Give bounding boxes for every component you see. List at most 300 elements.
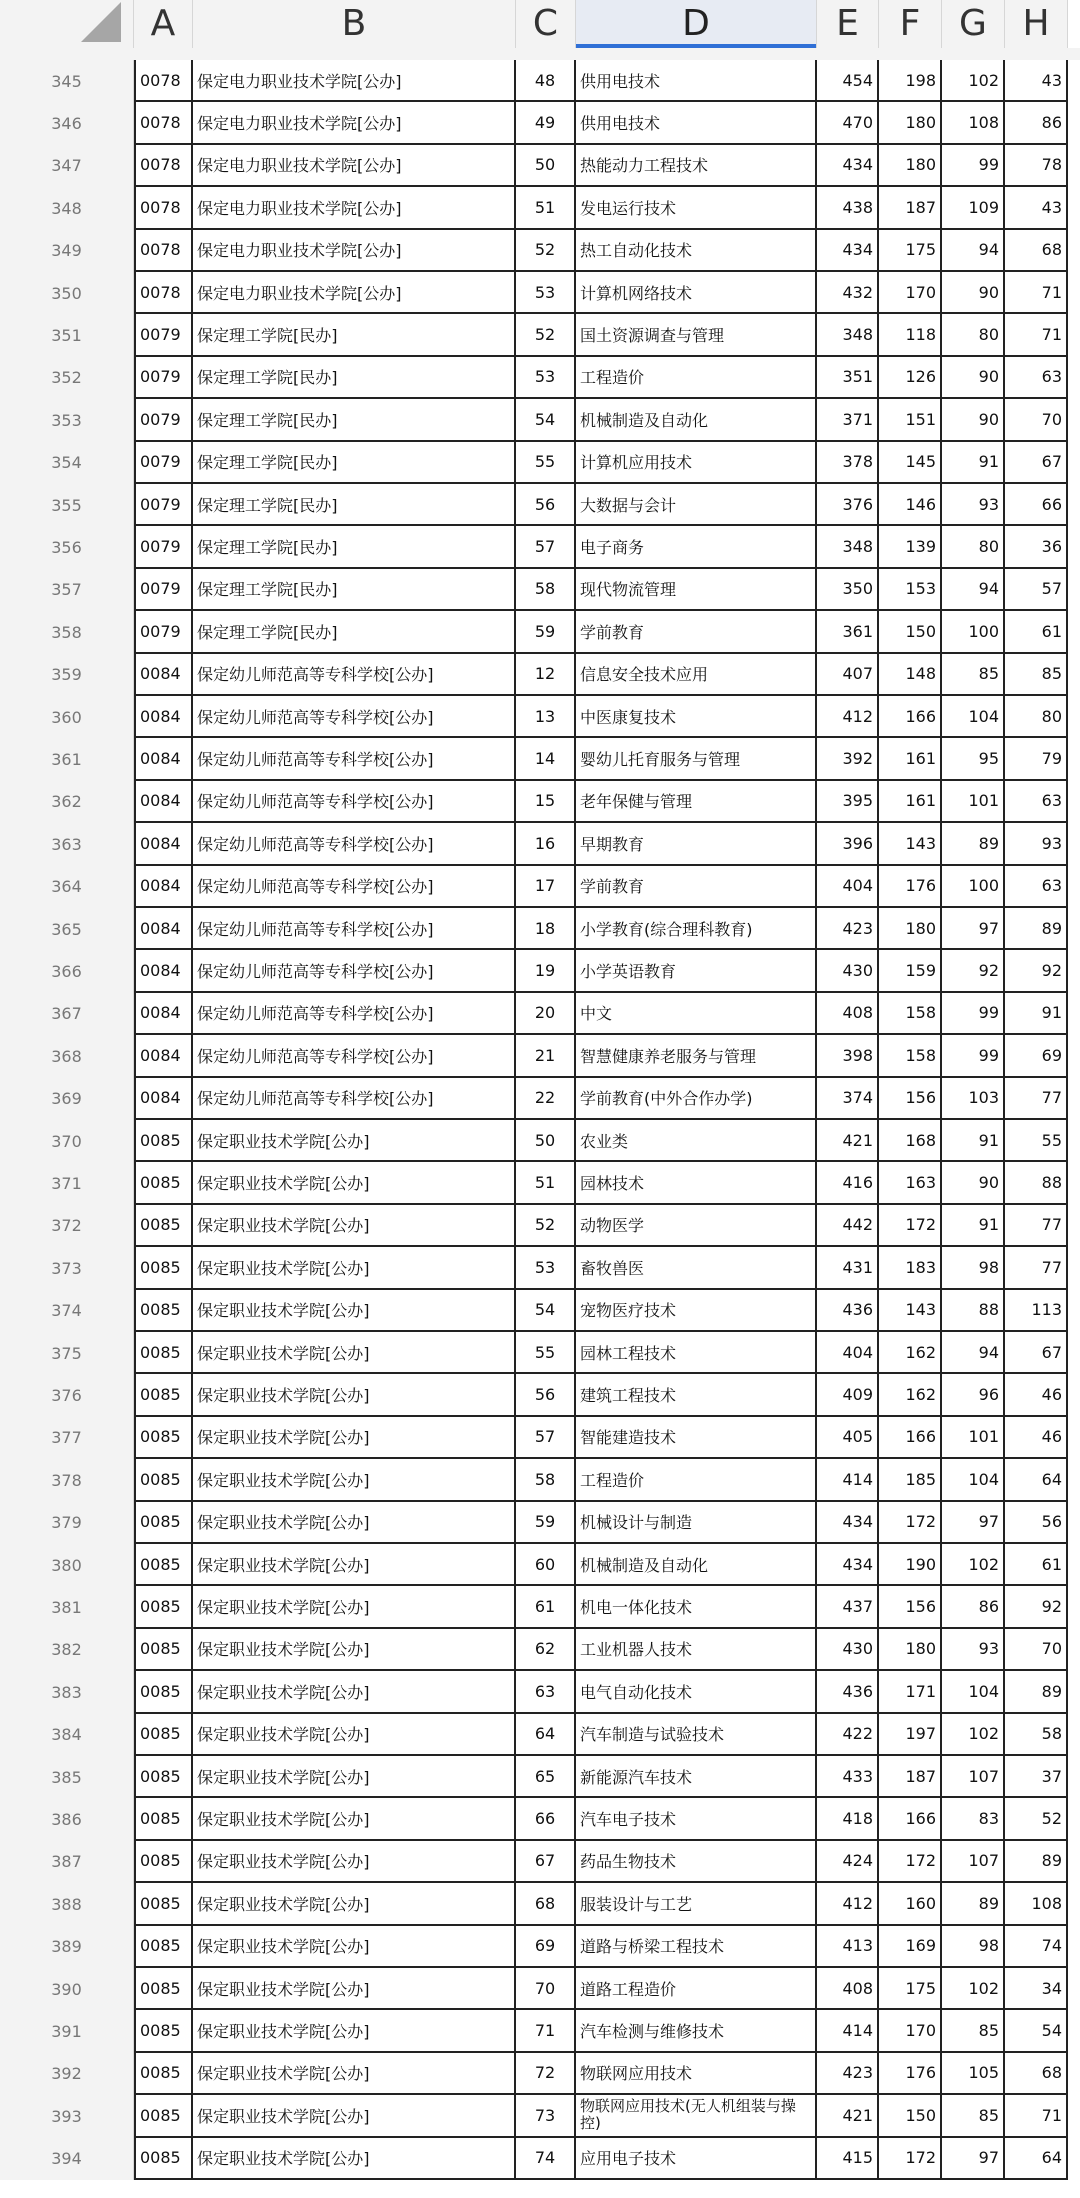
cell-d[interactable]: 建筑工程技术 bbox=[576, 1374, 817, 1416]
cell-h[interactable]: 63 bbox=[1005, 866, 1068, 908]
cell-h[interactable]: 64 bbox=[1005, 1459, 1068, 1501]
cell-c[interactable]: 58 bbox=[516, 569, 576, 611]
select-all-triangle-icon[interactable] bbox=[81, 2, 121, 42]
cell-h[interactable]: 61 bbox=[1005, 611, 1068, 653]
cell-d[interactable]: 物联网应用技术(无人机组装与操控) bbox=[576, 2095, 817, 2137]
cell-d[interactable]: 信息安全技术应用 bbox=[576, 654, 817, 696]
cell-h[interactable]: 68 bbox=[1005, 2053, 1068, 2095]
cell-f[interactable]: 171 bbox=[879, 1671, 942, 1713]
cell-d[interactable]: 中医康复技术 bbox=[576, 696, 817, 738]
row-number[interactable]: 386 bbox=[0, 1798, 134, 1840]
cell-f[interactable]: 168 bbox=[879, 1120, 942, 1162]
cell-c[interactable]: 63 bbox=[516, 1671, 576, 1713]
cell-h[interactable]: 57 bbox=[1005, 569, 1068, 611]
cell-e[interactable]: 392 bbox=[817, 738, 879, 780]
row-number[interactable]: 374 bbox=[0, 1290, 134, 1332]
cell-c[interactable]: 57 bbox=[516, 526, 576, 568]
cell-e[interactable]: 431 bbox=[817, 1247, 879, 1289]
cell-h[interactable]: 46 bbox=[1005, 1374, 1068, 1416]
row-number[interactable]: 346 bbox=[0, 102, 134, 144]
cell-g[interactable]: 85 bbox=[942, 654, 1005, 696]
cell-b[interactable]: 保定幼儿师范高等专科学校[公办] bbox=[193, 1078, 516, 1120]
cell-c[interactable]: 56 bbox=[516, 1374, 576, 1416]
cell-c[interactable]: 22 bbox=[516, 1078, 576, 1120]
cell-e[interactable]: 434 bbox=[817, 1502, 879, 1544]
cell-d[interactable]: 园林工程技术 bbox=[576, 1332, 817, 1374]
cell-h[interactable]: 71 bbox=[1005, 272, 1068, 314]
cell-a[interactable]: 0079 bbox=[134, 484, 193, 526]
cell-d[interactable]: 道路与桥梁工程技术 bbox=[576, 1926, 817, 1968]
cell-c[interactable]: 67 bbox=[516, 1841, 576, 1883]
cell-g[interactable]: 80 bbox=[942, 314, 1005, 356]
cell-e[interactable]: 438 bbox=[817, 187, 879, 229]
cell-d[interactable]: 宠物医疗技术 bbox=[576, 1290, 817, 1332]
cell-h[interactable]: 61 bbox=[1005, 1544, 1068, 1586]
cell-a[interactable]: 0084 bbox=[134, 654, 193, 696]
cell-e[interactable]: 414 bbox=[817, 1459, 879, 1501]
select-all-corner[interactable] bbox=[0, 0, 134, 48]
cell-f[interactable]: 172 bbox=[879, 1841, 942, 1883]
cell-b[interactable]: 保定职业技术学院[公办] bbox=[193, 1968, 516, 2010]
row-number[interactable]: 356 bbox=[0, 526, 134, 568]
cell-b[interactable]: 保定幼儿师范高等专科学校[公办] bbox=[193, 781, 516, 823]
cell-h[interactable]: 56 bbox=[1005, 1502, 1068, 1544]
cell-e[interactable]: 348 bbox=[817, 314, 879, 356]
cell-e[interactable]: 350 bbox=[817, 569, 879, 611]
cell-b[interactable]: 保定职业技术学院[公办] bbox=[193, 1332, 516, 1374]
row-number[interactable]: 389 bbox=[0, 1926, 134, 1968]
cell-h[interactable]: 89 bbox=[1005, 1671, 1068, 1713]
cell-c[interactable]: 59 bbox=[516, 611, 576, 653]
cell-b[interactable]: 保定职业技术学院[公办] bbox=[193, 1120, 516, 1162]
cell-f[interactable]: 170 bbox=[879, 272, 942, 314]
cell-f[interactable]: 180 bbox=[879, 145, 942, 187]
cell-c[interactable]: 16 bbox=[516, 823, 576, 865]
cell-g[interactable]: 89 bbox=[942, 823, 1005, 865]
cell-e[interactable]: 423 bbox=[817, 908, 879, 950]
row-number[interactable]: 345 bbox=[0, 60, 134, 102]
cell-a[interactable]: 0085 bbox=[134, 1290, 193, 1332]
cell-f[interactable]: 150 bbox=[879, 2095, 942, 2137]
row-number[interactable]: 352 bbox=[0, 357, 134, 399]
cell-f[interactable]: 183 bbox=[879, 1247, 942, 1289]
column-header-f[interactable]: F bbox=[879, 0, 942, 48]
cell-d[interactable]: 畜牧兽医 bbox=[576, 1247, 817, 1289]
cell-f[interactable]: 156 bbox=[879, 1078, 942, 1120]
row-number[interactable]: 366 bbox=[0, 950, 134, 992]
cell-e[interactable]: 433 bbox=[817, 1756, 879, 1798]
cell-f[interactable]: 187 bbox=[879, 187, 942, 229]
cell-c[interactable]: 17 bbox=[516, 866, 576, 908]
column-header-h[interactable]: H bbox=[1005, 0, 1068, 48]
cell-c[interactable]: 51 bbox=[516, 1162, 576, 1204]
row-number[interactable]: 378 bbox=[0, 1459, 134, 1501]
cell-h[interactable]: 55 bbox=[1005, 1120, 1068, 1162]
cell-a[interactable]: 0079 bbox=[134, 357, 193, 399]
cell-g[interactable]: 97 bbox=[942, 908, 1005, 950]
cell-e[interactable]: 437 bbox=[817, 1586, 879, 1628]
cell-d[interactable]: 热能动力工程技术 bbox=[576, 145, 817, 187]
cell-g[interactable]: 101 bbox=[942, 781, 1005, 823]
cell-b[interactable]: 保定理工学院[民办] bbox=[193, 314, 516, 356]
cell-b[interactable]: 保定理工学院[民办] bbox=[193, 357, 516, 399]
cell-f[interactable]: 169 bbox=[879, 1926, 942, 1968]
cell-d[interactable]: 工程造价 bbox=[576, 1459, 817, 1501]
row-number[interactable]: 375 bbox=[0, 1332, 134, 1374]
cell-c[interactable]: 15 bbox=[516, 781, 576, 823]
cell-b[interactable]: 保定电力职业技术学院[公办] bbox=[193, 102, 516, 144]
cell-f[interactable]: 170 bbox=[879, 2010, 942, 2052]
cell-f[interactable]: 180 bbox=[879, 908, 942, 950]
cell-b[interactable]: 保定职业技术学院[公办] bbox=[193, 2010, 516, 2052]
cell-d[interactable]: 电气自动化技术 bbox=[576, 1671, 817, 1713]
cell-h[interactable]: 70 bbox=[1005, 1629, 1068, 1671]
cell-a[interactable]: 0079 bbox=[134, 442, 193, 484]
cell-b[interactable]: 保定理工学院[民办] bbox=[193, 442, 516, 484]
cell-e[interactable]: 470 bbox=[817, 102, 879, 144]
cell-h[interactable]: 58 bbox=[1005, 1714, 1068, 1756]
cell-g[interactable]: 102 bbox=[942, 1968, 1005, 2010]
cell-c[interactable]: 57 bbox=[516, 1417, 576, 1459]
cell-b[interactable]: 保定幼儿师范高等专科学校[公办] bbox=[193, 866, 516, 908]
cell-g[interactable]: 93 bbox=[942, 1629, 1005, 1671]
cell-g[interactable]: 100 bbox=[942, 866, 1005, 908]
cell-e[interactable]: 376 bbox=[817, 484, 879, 526]
cell-d[interactable]: 应用电子技术 bbox=[576, 2138, 817, 2180]
cell-d[interactable]: 国土资源调查与管理 bbox=[576, 314, 817, 356]
cell-a[interactable]: 0085 bbox=[134, 2095, 193, 2137]
cell-h[interactable]: 70 bbox=[1005, 399, 1068, 441]
cell-a[interactable]: 0085 bbox=[134, 1968, 193, 2010]
cell-e[interactable]: 424 bbox=[817, 1841, 879, 1883]
cell-g[interactable]: 102 bbox=[942, 60, 1005, 102]
cell-h[interactable]: 69 bbox=[1005, 1035, 1068, 1077]
cell-g[interactable]: 109 bbox=[942, 187, 1005, 229]
row-number[interactable]: 394 bbox=[0, 2138, 134, 2180]
row-number[interactable]: 357 bbox=[0, 569, 134, 611]
cell-g[interactable]: 88 bbox=[942, 1290, 1005, 1332]
cell-a[interactable]: 0085 bbox=[134, 1332, 193, 1374]
row-number[interactable]: 368 bbox=[0, 1035, 134, 1077]
cell-b[interactable]: 保定职业技术学院[公办] bbox=[193, 1841, 516, 1883]
cell-b[interactable]: 保定职业技术学院[公办] bbox=[193, 1586, 516, 1628]
row-number[interactable]: 376 bbox=[0, 1374, 134, 1416]
cell-e[interactable]: 348 bbox=[817, 526, 879, 568]
cell-b[interactable]: 保定幼儿师范高等专科学校[公办] bbox=[193, 993, 516, 1035]
cell-c[interactable]: 50 bbox=[516, 1120, 576, 1162]
cell-b[interactable]: 保定职业技术学院[公办] bbox=[193, 1290, 516, 1332]
cell-f[interactable]: 163 bbox=[879, 1162, 942, 1204]
cell-e[interactable]: 416 bbox=[817, 1162, 879, 1204]
cell-c[interactable]: 59 bbox=[516, 1502, 576, 1544]
cell-b[interactable]: 保定职业技术学院[公办] bbox=[193, 1756, 516, 1798]
row-number[interactable]: 360 bbox=[0, 696, 134, 738]
row-number[interactable]: 354 bbox=[0, 442, 134, 484]
cell-f[interactable]: 159 bbox=[879, 950, 942, 992]
cell-c[interactable]: 54 bbox=[516, 399, 576, 441]
cell-h[interactable]: 67 bbox=[1005, 442, 1068, 484]
cell-g[interactable]: 104 bbox=[942, 1671, 1005, 1713]
cell-g[interactable]: 91 bbox=[942, 1120, 1005, 1162]
cell-g[interactable]: 97 bbox=[942, 2138, 1005, 2180]
row-number[interactable]: 393 bbox=[0, 2095, 134, 2137]
row-number[interactable]: 365 bbox=[0, 908, 134, 950]
cell-c[interactable]: 48 bbox=[516, 60, 576, 102]
cell-c[interactable]: 60 bbox=[516, 1544, 576, 1586]
cell-f[interactable]: 145 bbox=[879, 442, 942, 484]
cell-h[interactable]: 85 bbox=[1005, 654, 1068, 696]
cell-e[interactable]: 405 bbox=[817, 1417, 879, 1459]
cell-a[interactable]: 0084 bbox=[134, 950, 193, 992]
cell-c[interactable]: 51 bbox=[516, 187, 576, 229]
cell-a[interactable]: 0078 bbox=[134, 272, 193, 314]
cell-c[interactable]: 68 bbox=[516, 1883, 576, 1925]
cell-h[interactable]: 34 bbox=[1005, 1968, 1068, 2010]
cell-e[interactable]: 421 bbox=[817, 1120, 879, 1162]
cell-g[interactable]: 83 bbox=[942, 1798, 1005, 1840]
cell-g[interactable]: 104 bbox=[942, 696, 1005, 738]
cell-f[interactable]: 162 bbox=[879, 1332, 942, 1374]
cell-f[interactable]: 161 bbox=[879, 738, 942, 780]
cell-b[interactable]: 保定职业技术学院[公办] bbox=[193, 1374, 516, 1416]
cell-c[interactable]: 71 bbox=[516, 2010, 576, 2052]
row-number[interactable]: 381 bbox=[0, 1586, 134, 1628]
cell-a[interactable]: 0079 bbox=[134, 314, 193, 356]
cell-a[interactable]: 0085 bbox=[134, 1883, 193, 1925]
cell-a[interactable]: 0084 bbox=[134, 993, 193, 1035]
cell-a[interactable]: 0084 bbox=[134, 866, 193, 908]
cell-g[interactable]: 95 bbox=[942, 738, 1005, 780]
cell-h[interactable]: 91 bbox=[1005, 993, 1068, 1035]
cell-f[interactable]: 190 bbox=[879, 1544, 942, 1586]
cell-e[interactable]: 404 bbox=[817, 1332, 879, 1374]
cell-f[interactable]: 185 bbox=[879, 1459, 942, 1501]
cell-g[interactable]: 92 bbox=[942, 950, 1005, 992]
cell-e[interactable]: 414 bbox=[817, 2010, 879, 2052]
cell-d[interactable]: 现代物流管理 bbox=[576, 569, 817, 611]
cell-d[interactable]: 汽车检测与维修技术 bbox=[576, 2010, 817, 2052]
cell-f[interactable]: 156 bbox=[879, 1586, 942, 1628]
cell-g[interactable]: 80 bbox=[942, 526, 1005, 568]
cell-e[interactable]: 418 bbox=[817, 1798, 879, 1840]
cell-h[interactable]: 46 bbox=[1005, 1417, 1068, 1459]
cell-d[interactable]: 汽车制造与试验技术 bbox=[576, 1714, 817, 1756]
cell-f[interactable]: 148 bbox=[879, 654, 942, 696]
cell-d[interactable]: 机械制造及自动化 bbox=[576, 1544, 817, 1586]
cell-a[interactable]: 0084 bbox=[134, 696, 193, 738]
cell-e[interactable]: 398 bbox=[817, 1035, 879, 1077]
cell-c[interactable]: 55 bbox=[516, 442, 576, 484]
cell-e[interactable]: 434 bbox=[817, 230, 879, 272]
cell-a[interactable]: 0078 bbox=[134, 102, 193, 144]
cell-c[interactable]: 20 bbox=[516, 993, 576, 1035]
cell-h[interactable]: 67 bbox=[1005, 1332, 1068, 1374]
cell-b[interactable]: 保定职业技术学院[公办] bbox=[193, 1205, 516, 1247]
cell-d[interactable]: 发电运行技术 bbox=[576, 187, 817, 229]
cell-h[interactable]: 88 bbox=[1005, 1162, 1068, 1204]
cell-b[interactable]: 保定职业技术学院[公办] bbox=[193, 1162, 516, 1204]
cell-h[interactable]: 71 bbox=[1005, 314, 1068, 356]
cell-a[interactable]: 0085 bbox=[134, 1544, 193, 1586]
cell-g[interactable]: 97 bbox=[942, 1502, 1005, 1544]
cell-a[interactable]: 0085 bbox=[134, 1417, 193, 1459]
cell-h[interactable]: 77 bbox=[1005, 1247, 1068, 1289]
row-number[interactable]: 358 bbox=[0, 611, 134, 653]
cell-h[interactable]: 37 bbox=[1005, 1756, 1068, 1798]
cell-e[interactable]: 408 bbox=[817, 993, 879, 1035]
cell-f[interactable]: 180 bbox=[879, 1629, 942, 1671]
cell-h[interactable]: 63 bbox=[1005, 781, 1068, 823]
cell-f[interactable]: 126 bbox=[879, 357, 942, 399]
row-number[interactable]: 372 bbox=[0, 1205, 134, 1247]
cell-c[interactable]: 18 bbox=[516, 908, 576, 950]
cell-f[interactable]: 153 bbox=[879, 569, 942, 611]
cell-f[interactable]: 150 bbox=[879, 611, 942, 653]
row-number[interactable]: 379 bbox=[0, 1502, 134, 1544]
cell-b[interactable]: 保定幼儿师范高等专科学校[公办] bbox=[193, 823, 516, 865]
row-number[interactable]: 371 bbox=[0, 1162, 134, 1204]
cell-f[interactable]: 158 bbox=[879, 993, 942, 1035]
cell-f[interactable]: 180 bbox=[879, 102, 942, 144]
cell-e[interactable]: 361 bbox=[817, 611, 879, 653]
cell-a[interactable]: 0085 bbox=[134, 1374, 193, 1416]
cell-d[interactable]: 供用电技术 bbox=[576, 102, 817, 144]
cell-d[interactable]: 智能建造技术 bbox=[576, 1417, 817, 1459]
cell-c[interactable]: 62 bbox=[516, 1629, 576, 1671]
row-number[interactable]: 349 bbox=[0, 230, 134, 272]
cell-b[interactable]: 保定电力职业技术学院[公办] bbox=[193, 187, 516, 229]
cell-h[interactable]: 43 bbox=[1005, 60, 1068, 102]
cell-g[interactable]: 86 bbox=[942, 1586, 1005, 1628]
cell-h[interactable]: 66 bbox=[1005, 484, 1068, 526]
cell-h[interactable]: 64 bbox=[1005, 2138, 1068, 2180]
cell-h[interactable]: 77 bbox=[1005, 1078, 1068, 1120]
cell-f[interactable]: 151 bbox=[879, 399, 942, 441]
row-number[interactable]: 390 bbox=[0, 1968, 134, 2010]
cell-g[interactable]: 103 bbox=[942, 1078, 1005, 1120]
cell-c[interactable]: 69 bbox=[516, 1926, 576, 1968]
cell-c[interactable]: 66 bbox=[516, 1798, 576, 1840]
cell-b[interactable]: 保定职业技术学院[公办] bbox=[193, 1629, 516, 1671]
cell-h[interactable]: 89 bbox=[1005, 1841, 1068, 1883]
cell-e[interactable]: 423 bbox=[817, 2053, 879, 2095]
row-number[interactable]: 355 bbox=[0, 484, 134, 526]
row-number[interactable]: 380 bbox=[0, 1544, 134, 1586]
cell-g[interactable]: 102 bbox=[942, 1544, 1005, 1586]
cell-b[interactable]: 保定幼儿师范高等专科学校[公办] bbox=[193, 1035, 516, 1077]
cell-a[interactable]: 0084 bbox=[134, 781, 193, 823]
row-number[interactable]: 369 bbox=[0, 1078, 134, 1120]
cell-f[interactable]: 172 bbox=[879, 1502, 942, 1544]
cell-c[interactable]: 70 bbox=[516, 1968, 576, 2010]
cell-d[interactable]: 中文 bbox=[576, 993, 817, 1035]
cell-b[interactable]: 保定理工学院[民办] bbox=[193, 399, 516, 441]
cell-e[interactable]: 408 bbox=[817, 1968, 879, 2010]
cell-h[interactable]: 113 bbox=[1005, 1290, 1068, 1332]
cell-a[interactable]: 0085 bbox=[134, 1926, 193, 1968]
cell-b[interactable]: 保定职业技术学院[公办] bbox=[193, 1459, 516, 1501]
cell-a[interactable]: 0078 bbox=[134, 145, 193, 187]
cell-f[interactable]: 143 bbox=[879, 823, 942, 865]
cell-h[interactable]: 52 bbox=[1005, 1798, 1068, 1840]
row-number[interactable]: 387 bbox=[0, 1841, 134, 1883]
cell-d[interactable]: 动物医学 bbox=[576, 1205, 817, 1247]
cell-a[interactable]: 0084 bbox=[134, 908, 193, 950]
cell-a[interactable]: 0085 bbox=[134, 1841, 193, 1883]
cell-e[interactable]: 371 bbox=[817, 399, 879, 441]
cell-b[interactable]: 保定幼儿师范高等专科学校[公办] bbox=[193, 908, 516, 950]
cell-c[interactable]: 49 bbox=[516, 102, 576, 144]
cell-b[interactable]: 保定理工学院[民办] bbox=[193, 484, 516, 526]
column-header-d[interactable]: D bbox=[576, 0, 817, 48]
cell-a[interactable]: 0079 bbox=[134, 399, 193, 441]
cell-g[interactable]: 102 bbox=[942, 1714, 1005, 1756]
cell-d[interactable]: 新能源汽车技术 bbox=[576, 1756, 817, 1798]
cell-f[interactable]: 166 bbox=[879, 696, 942, 738]
cell-d[interactable]: 机械设计与制造 bbox=[576, 1502, 817, 1544]
cell-g[interactable]: 104 bbox=[942, 1459, 1005, 1501]
cell-e[interactable]: 434 bbox=[817, 1544, 879, 1586]
cell-h[interactable]: 54 bbox=[1005, 2010, 1068, 2052]
column-header-e[interactable]: E bbox=[817, 0, 879, 48]
cell-h[interactable]: 78 bbox=[1005, 145, 1068, 187]
cell-a[interactable]: 0078 bbox=[134, 187, 193, 229]
cell-a[interactable]: 0085 bbox=[134, 1714, 193, 1756]
cell-e[interactable]: 395 bbox=[817, 781, 879, 823]
cell-f[interactable]: 146 bbox=[879, 484, 942, 526]
cell-b[interactable]: 保定电力职业技术学院[公办] bbox=[193, 272, 516, 314]
cell-g[interactable]: 91 bbox=[942, 1205, 1005, 1247]
cell-c[interactable]: 64 bbox=[516, 1714, 576, 1756]
cell-b[interactable]: 保定职业技术学院[公办] bbox=[193, 1714, 516, 1756]
cell-d[interactable]: 小学教育(综合理科教育) bbox=[576, 908, 817, 950]
cell-a[interactable]: 0084 bbox=[134, 738, 193, 780]
cell-f[interactable]: 197 bbox=[879, 1714, 942, 1756]
row-number[interactable]: 361 bbox=[0, 738, 134, 780]
cell-f[interactable]: 198 bbox=[879, 60, 942, 102]
cell-g[interactable]: 90 bbox=[942, 357, 1005, 399]
cell-a[interactable]: 0084 bbox=[134, 1078, 193, 1120]
cell-a[interactable]: 0084 bbox=[134, 1035, 193, 1077]
cell-g[interactable]: 107 bbox=[942, 1841, 1005, 1883]
cell-c[interactable]: 13 bbox=[516, 696, 576, 738]
row-number[interactable]: 373 bbox=[0, 1247, 134, 1289]
cell-e[interactable]: 434 bbox=[817, 145, 879, 187]
cell-e[interactable]: 374 bbox=[817, 1078, 879, 1120]
row-number[interactable]: 370 bbox=[0, 1120, 134, 1162]
cell-f[interactable]: 160 bbox=[879, 1883, 942, 1925]
cell-f[interactable]: 175 bbox=[879, 230, 942, 272]
cell-c[interactable]: 52 bbox=[516, 230, 576, 272]
cell-e[interactable]: 442 bbox=[817, 1205, 879, 1247]
cell-f[interactable]: 161 bbox=[879, 781, 942, 823]
cell-g[interactable]: 89 bbox=[942, 1883, 1005, 1925]
row-number[interactable]: 351 bbox=[0, 314, 134, 356]
cell-d[interactable]: 早期教育 bbox=[576, 823, 817, 865]
cell-d[interactable]: 学前教育 bbox=[576, 611, 817, 653]
cell-d[interactable]: 婴幼儿托育服务与管理 bbox=[576, 738, 817, 780]
cell-a[interactable]: 0085 bbox=[134, 2138, 193, 2180]
cell-g[interactable]: 94 bbox=[942, 1332, 1005, 1374]
cell-c[interactable]: 52 bbox=[516, 1205, 576, 1247]
cell-f[interactable]: 118 bbox=[879, 314, 942, 356]
cell-c[interactable]: 12 bbox=[516, 654, 576, 696]
cell-g[interactable]: 105 bbox=[942, 2053, 1005, 2095]
cell-a[interactable]: 0085 bbox=[134, 1162, 193, 1204]
cell-c[interactable]: 73 bbox=[516, 2095, 576, 2137]
cell-c[interactable]: 21 bbox=[516, 1035, 576, 1077]
cell-e[interactable]: 396 bbox=[817, 823, 879, 865]
